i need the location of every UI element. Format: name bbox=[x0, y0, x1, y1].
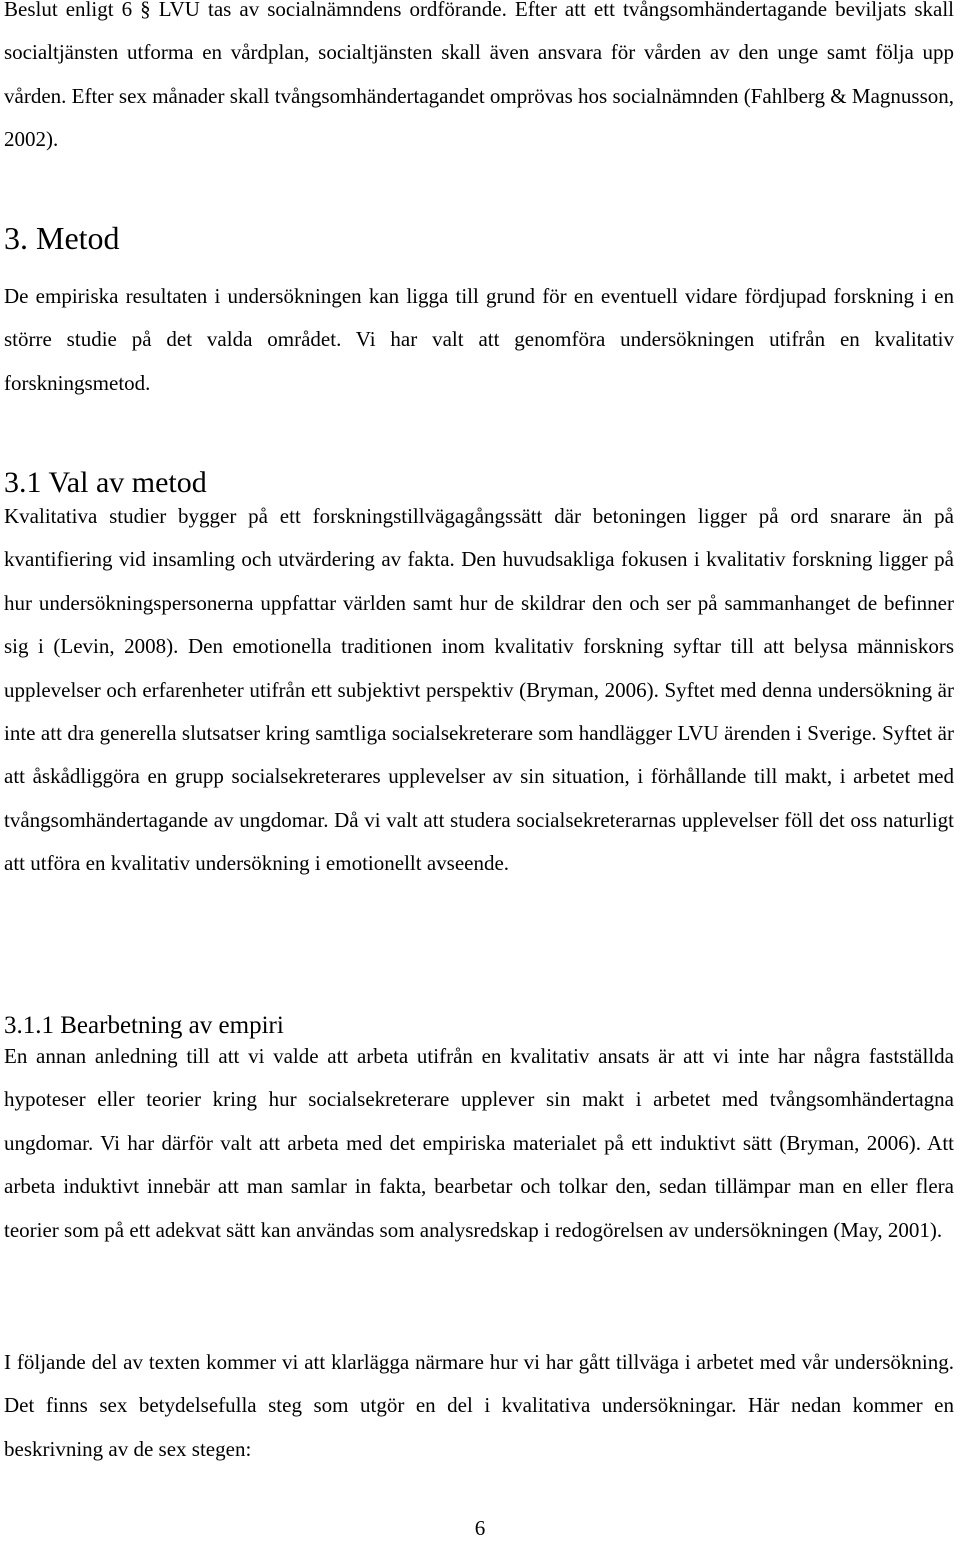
heading-metod: 3. Metod bbox=[4, 220, 120, 256]
heading-bearbetning-av-empiri: 3.1.1 Bearbetning av empiri bbox=[4, 1012, 284, 1039]
paragraph-intro: Beslut enligt 6 § LVU tas av socialnämndens ordförande. Efter att ett tvångsomhändertagande beviljats skall socialtjänsten utforma en vårdplan, socialtjänsten skall även ansvara för vården av den unge samt följa upp vården. Efter sex månader skall tvångsomhändertagandet omprövas hos socialnämnden (Fahlberg & Magnusson, 2002). bbox=[4, 0, 954, 152]
paragraph-metod: De empiriska resultaten i undersökningen kan ligga till grund för en eventuell vidare fördjupad forskning i en större studie på det valda området. Vi har valt att genomföra undersökningen utifrån en kvalitativ forskningsmetod. bbox=[4, 284, 954, 395]
paragraph-bearbetning: En annan anledning till att vi valde att arbeta utifrån en kvalitativ ansats är att vi inte har några fastställda hypoteser eller teorier kring hur socialsekreterare upplever sin makt i arbetet med tvångsomhändertagna ungdomar. Vi har därför valt att arbeta med det empiriska materialet på ett induktivt sätt (Bryman, 2006). Att arbeta induktivt innebär att man samlar in fakta, bearbetar och tolkar den, sedan tillämpar man en eller flera teorier som på ett adekvat sätt kan användas som analysredskap i redogörelsen av undersökningen (May, 2001). bbox=[4, 1044, 954, 1242]
paragraph-foljande: I följande del av texten kommer vi att klarlägga närmare hur vi har gått tillväga i arbetet med vår undersökning. Det finns sex betydelsefulla steg som utgör en del i kvalitativa undersökningar. Här nedan kommer en beskrivning av de sex stegen: bbox=[4, 1350, 954, 1461]
page-number: 6 bbox=[474, 1516, 486, 1540]
paragraph-val-av-metod: Kvalitativa studier bygger på ett forskningstillvägagångssätt där betoningen ligger på ord snarare än på kvantifiering vid insamling och utvärdering av fakta. Den huvudsakliga fokusen i kvalitativ forskning ligger på hur undersökningspersonerna uppfattar världen samt hur de skildrar den och ser på sammanhanget de befinner sig i (Levin, 2008). Den emotionella traditionen inom kvalitativ forskning syftar till att belysa människors upplevelser och erfarenheter utifrån ett subjektivt perspektiv (Bryman, 2006). Syftet med denna undersökning är inte att dra generella slutsatser kring samtliga socialsekreterare som handlägger LVU ärenden i Sverige. Syftet är att åskådliggöra en grupp socialsekreterares upplevelser av sin situation, i förhållande till makt, i arbetet med tvångsomhändertagande av ungdomar. Då vi valt att studera socialsekreterarnas upplevelser föll det oss naturligt att utföra en kvalitativ undersökning i emotionellt avseende. bbox=[4, 504, 954, 876]
heading-val-av-metod: 3.1 Val av metod bbox=[4, 466, 207, 499]
